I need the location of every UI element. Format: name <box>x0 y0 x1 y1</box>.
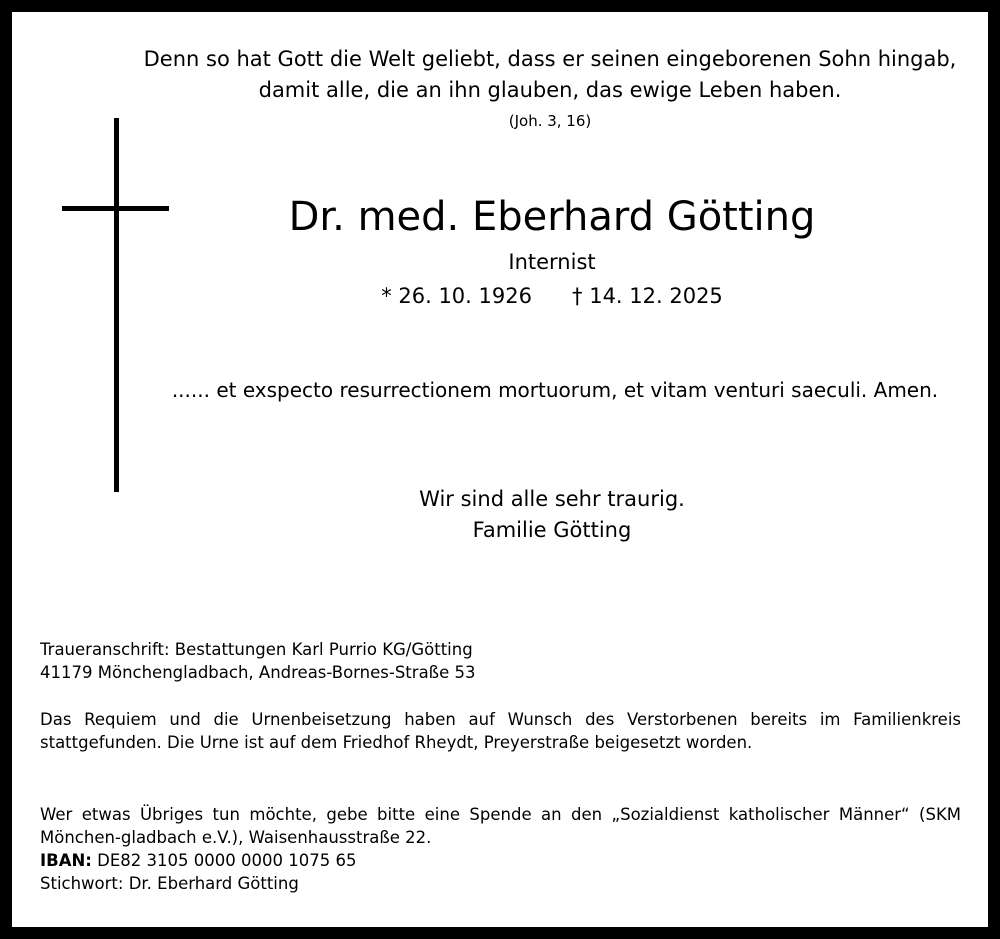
closing-line-1: Wir sind alle sehr traurig. <box>419 487 685 511</box>
verse-line-1: Denn so hat Gott die Welt geliebt, dass er seinen eingeborenen Sohn hingab, <box>143 47 957 71</box>
life-dates <box>252 284 852 308</box>
deceased-name: Dr. med. Eberhard Götting <box>288 194 816 240</box>
cross-icon <box>114 118 119 492</box>
birth-date: * 26. 10. 1926 <box>381 284 532 308</box>
closing-lines <box>302 484 802 546</box>
family-signature: Familie Götting <box>472 518 632 542</box>
donation-notice <box>40 803 961 895</box>
iban-value: DE82 3105 0000 0000 1075 65 <box>97 851 357 870</box>
requiem-text: Das Requiem und die Urnenbeisetzung haben auf Wunsch des Verstorbenen bereits im Familienkreis stattgefunden. Die Urne ist auf dem Friedhof Rheydt, Preyerstraße beigesetzt worden. <box>40 710 961 752</box>
donation-text: Wer etwas Übriges tun möchte, gebe bitte eine Spende an den „Sozialdienst katholischer Männer“ (SKM Mönchen-gladbach e.V.), Waisenhausstraße 22. <box>40 805 961 847</box>
bible-verse <box>122 44 978 106</box>
latin-quote: ...... et exspecto resurrectionem mortuorum, et vitam venturi saeculi. Amen. <box>171 378 939 402</box>
death-date: † 14. 12. 2025 <box>572 284 723 308</box>
mourning-address <box>40 638 961 684</box>
address-line-1: Traueranschrift: Bestattungen Karl Purrio KG/Götting <box>40 640 473 659</box>
iban-line <box>40 849 961 872</box>
deceased-profession: Internist <box>508 250 596 274</box>
obituary-notice <box>12 12 988 927</box>
address-line-2: 41179 Mönchengladbach, Andreas-Bornes-Straße 53 <box>40 663 476 682</box>
verse-line-2: damit alle, die an ihn glauben, das ewige Leben haben. <box>258 78 842 102</box>
requiem-notice <box>40 708 961 754</box>
verse-reference: (Joh. 3, 16) <box>508 112 592 130</box>
donation-keyword: Stichwort: Dr. Eberhard Götting <box>40 874 299 893</box>
iban-label: IBAN: <box>40 851 92 870</box>
